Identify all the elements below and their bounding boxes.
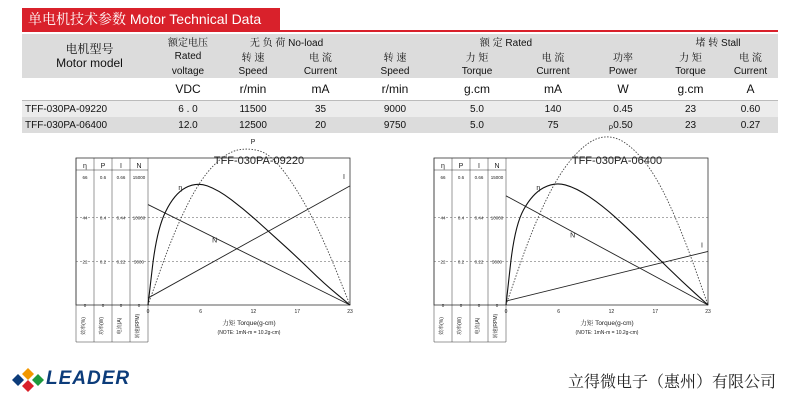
table-cell: 0.60 [723,101,778,118]
series-label: P [608,125,614,133]
table-cell: 9000 [354,101,436,118]
section-title-banner [22,8,280,30]
scale-tick-label: 0 [83,303,87,308]
unit-cell: g.cm [658,78,723,101]
rated-voltage-header-cn: 额定电压 [157,34,219,49]
noload-current-cn: 电 流 [287,49,354,64]
scale-tick-label: 5000 [133,259,145,265]
scale-tick-label: 0 [101,303,105,308]
scale-tick-label: 0.4 [99,215,107,221]
rated-header: 额 定 Rated [354,34,658,49]
scale-tick-label: 10000 [132,215,146,221]
unit-note: (NOTE: 1mN-m = 10.2g-cm) [575,330,639,336]
rated-power-en: Power [588,64,658,78]
scale-tick-label: 0 [119,303,123,308]
x-tick-label: 12 [250,309,257,315]
scale-tick-label: 15000 [132,175,146,180]
table-cell: 0.50 [588,117,658,133]
series-label: η [178,184,183,192]
series-label: N [570,232,576,240]
rated-torque-cn: 力 矩 [436,49,518,64]
table-cell: 0.27 [723,117,778,133]
units-row [22,78,778,101]
rated-current-cn: 电 流 [518,49,588,64]
rated-current-en: Current [518,64,588,78]
rated-speed-cn: 转 速 [354,49,436,64]
x-axis-label: 力矩 Torque(g-cm) [222,320,276,327]
table-cell: 35 [287,101,354,118]
x-tick-label: 17 [294,309,301,315]
table-cell: 20 [287,117,354,133]
scale-tick-label: 0 [495,303,499,308]
scale-tick-label: 0 [441,303,445,308]
axis-label: 电流(A) [117,317,123,335]
scale-column-head: I [478,163,480,170]
rated-torque-en: Torque [436,64,518,78]
chart-title: TFF-030PA-09220 [213,155,305,167]
axis-label: 转速(RPM) [493,313,499,339]
unit-cell: mA [287,78,354,101]
axis-label: 功率(W) [457,316,463,336]
unit-cell: mA [518,78,588,101]
noload-current-en: Current [287,64,354,78]
scale-tick-label: 0.66 [474,175,484,180]
motor-spec-table [22,34,778,133]
logo-text: LEADER [46,368,131,389]
scale-tick-label: 66 [440,175,446,180]
table-cell: 140 [518,101,588,118]
table-cell: 23 [658,117,723,133]
stall-current-en: Current [723,64,778,78]
table-cell: 9750 [354,117,436,133]
rated-voltage-header-en1: Rated [157,49,219,64]
scale-tick-label: 22 [440,259,446,265]
x-tick-label: 6 [199,309,203,315]
scale-tick-label: 0 [137,303,141,308]
scale-tick-label: 0.22 [116,259,126,265]
model-header-cn: 电机型号 [65,42,114,56]
table-cell: 0.45 [588,101,658,118]
x-tick-label: 23 [705,309,711,315]
chart-title: TFF-030PA-06400 [571,155,663,167]
table-row [22,101,778,118]
series-label: I [700,242,703,250]
scale-tick-label: 0 [459,303,463,308]
unit-cell: A [723,78,778,101]
scale-tick-label: 0.2 [99,259,107,265]
title-underline [22,30,778,32]
scale-column-head: P [100,163,106,170]
stall-header: 堵 转 Stall [658,34,778,49]
scale-tick-label: 0.2 [457,259,465,265]
table-row [22,117,778,133]
scale-tick-label: 5000 [491,259,503,265]
scale-tick-label: 66 [82,175,88,180]
unit-cell: r/min [219,78,287,101]
unit-cell: VDC [157,78,219,101]
series-label: η [536,184,541,192]
scale-tick-label: 0.4 [457,215,465,221]
series-label: P [250,138,256,146]
scale-tick-label: 0 [477,303,481,308]
units-blank [22,78,157,101]
model-cell: TFF-030PA-09220 [22,101,157,118]
scale-column-head: η [441,163,445,170]
noload-header: 无 负 荷 No-load [219,34,354,49]
chart-svg [70,138,370,345]
table-cell: 12500 [219,117,287,133]
scale-tick-label: 15000 [490,175,504,180]
scale-tick-label: 22 [82,259,88,265]
x-tick-label: 17 [652,309,659,315]
x-tick-label: 6 [557,309,561,315]
x-axis-label: 力矩 Torque(g-cm) [580,320,634,327]
unit-note: (NOTE: 1mN-m = 10.2g-cm) [217,330,281,336]
axis-label: 功率(W) [99,316,105,336]
scale-tick-label: 0.66 [116,175,126,180]
noload-speed-cn: 转 速 [219,49,287,64]
scale-tick-label: 0.44 [116,215,126,221]
x-tick-label: 0 [504,309,508,315]
chart-background [70,150,370,345]
table-cell: 12.0 [157,117,219,133]
scale-column-head: P [458,163,464,170]
scale-tick-label: 0.22 [474,259,484,265]
table-cell: 5.0 [436,117,518,133]
scale-tick-label: 44 [82,215,88,221]
scale-tick-label: 0.6 [457,175,465,180]
table-cell: 23 [658,101,723,118]
scale-column-head: I [120,163,122,170]
table-cell: 75 [518,117,588,133]
section-title: 单电机技术参数 Motor Technical Data [28,11,262,27]
rated-speed-en: Speed [354,64,436,78]
x-tick-label: 0 [146,309,150,315]
table-cell: 11500 [219,101,287,118]
model-header [22,34,157,78]
table-cell: 5.0 [436,101,518,118]
scale-tick-label: 44 [440,215,446,221]
rated-voltage-header-en2: voltage [157,64,219,78]
series-label: I [342,174,345,182]
series-label: N [212,237,218,245]
rated-power-cn: 功率 [588,49,658,64]
model-header-en: Motor model [56,56,123,70]
performance-chart-09220 [70,138,370,345]
unit-cell: g.cm [436,78,518,101]
scale-column-head: η [83,163,87,170]
table-cell: 6 . 0 [157,101,219,118]
axis-label: 效率(%) [439,317,445,335]
x-tick-label: 12 [608,309,615,315]
leader-logo-icon [12,368,44,392]
scale-tick-label: 10000 [490,215,504,221]
model-cell: TFF-030PA-06400 [22,117,157,133]
axis-label: 效率(%) [81,317,87,335]
stall-current-cn: 电 流 [723,49,778,64]
scale-column-head: N [136,163,142,170]
axis-label: 转速(RPM) [135,313,141,339]
unit-cell: r/min [354,78,436,101]
scale-tick-label: 0.6 [99,175,107,180]
scale-column-head: N [494,163,500,170]
scale-tick-label: 0.44 [474,215,484,221]
stall-torque-en: Torque [658,64,723,78]
x-tick-label: 23 [347,309,353,315]
unit-cell: W [588,78,658,101]
noload-speed-en: Speed [219,64,287,78]
company-name: 立得微电子（惠州）有限公司 [567,372,776,391]
chart-background [428,150,728,345]
stall-torque-cn: 力 矩 [658,49,723,64]
axis-label: 电流(A) [475,317,481,335]
